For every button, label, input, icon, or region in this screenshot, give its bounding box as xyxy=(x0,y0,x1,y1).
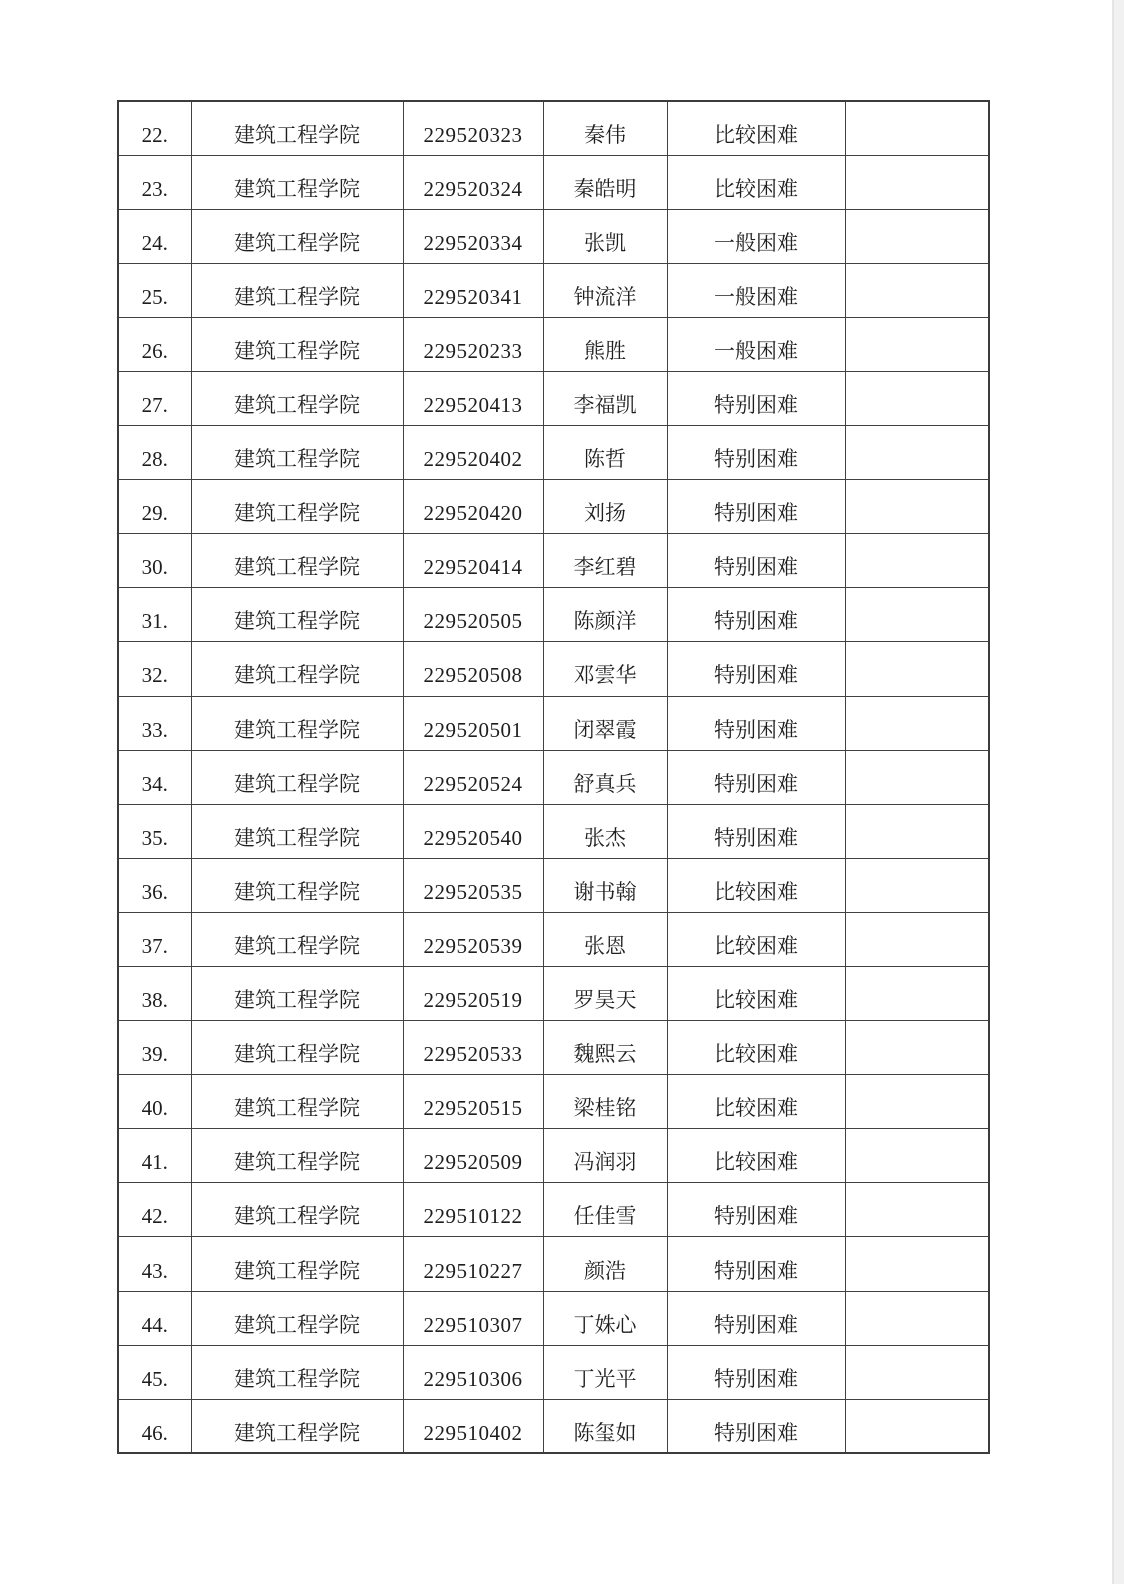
page-edge-shadow xyxy=(1112,0,1124,1584)
cell-student-name: 张恩 xyxy=(543,912,667,966)
cell-student-name: 邓雲华 xyxy=(543,642,667,696)
cell-remark xyxy=(845,1237,989,1291)
cell-college: 建筑工程学院 xyxy=(191,1075,403,1129)
table-row xyxy=(118,480,989,534)
cell-row-number: 25. xyxy=(118,263,191,317)
cell-remark xyxy=(845,804,989,858)
cell-remark xyxy=(845,1075,989,1129)
cell-remark xyxy=(845,642,989,696)
cell-remark xyxy=(845,588,989,642)
cell-student-name: 舒真兵 xyxy=(543,750,667,804)
cell-row-number: 28. xyxy=(118,426,191,480)
cell-difficulty-level: 一般困难 xyxy=(667,263,845,317)
cell-student-id: 229510122 xyxy=(403,1183,543,1237)
cell-difficulty-level: 特别困难 xyxy=(667,750,845,804)
cell-remark xyxy=(845,1129,989,1183)
cell-student-id: 229520519 xyxy=(403,967,543,1021)
cell-student-id: 229520540 xyxy=(403,804,543,858)
cell-row-number: 46. xyxy=(118,1399,191,1453)
cell-student-name: 李福凯 xyxy=(543,371,667,425)
cell-difficulty-level: 特别困难 xyxy=(667,1399,845,1453)
cell-student-name: 任佳雪 xyxy=(543,1183,667,1237)
cell-college: 建筑工程学院 xyxy=(191,209,403,263)
table-row xyxy=(118,1183,989,1237)
cell-difficulty-level: 比较困难 xyxy=(667,101,845,155)
cell-difficulty-level: 比较困难 xyxy=(667,912,845,966)
cell-difficulty-level: 比较困难 xyxy=(667,1075,845,1129)
cell-student-id: 229520505 xyxy=(403,588,543,642)
cell-row-number: 23. xyxy=(118,155,191,209)
cell-row-number: 22. xyxy=(118,101,191,155)
table-row xyxy=(118,1345,989,1399)
cell-row-number: 45. xyxy=(118,1345,191,1399)
cell-row-number: 26. xyxy=(118,317,191,371)
cell-difficulty-level: 特别困难 xyxy=(667,1237,845,1291)
cell-remark xyxy=(845,534,989,588)
cell-remark xyxy=(845,1345,989,1399)
cell-remark xyxy=(845,101,989,155)
cell-college: 建筑工程学院 xyxy=(191,912,403,966)
cell-remark xyxy=(845,426,989,480)
cell-difficulty-level: 比较困难 xyxy=(667,1021,845,1075)
cell-college: 建筑工程学院 xyxy=(191,750,403,804)
table-row xyxy=(118,1291,989,1345)
cell-row-number: 44. xyxy=(118,1291,191,1345)
cell-student-name: 李红碧 xyxy=(543,534,667,588)
cell-student-id: 229510227 xyxy=(403,1237,543,1291)
cell-row-number: 24. xyxy=(118,209,191,263)
cell-college: 建筑工程学院 xyxy=(191,588,403,642)
cell-remark xyxy=(845,155,989,209)
cell-college: 建筑工程学院 xyxy=(191,1021,403,1075)
cell-student-name: 颜浩 xyxy=(543,1237,667,1291)
cell-difficulty-level: 一般困难 xyxy=(667,209,845,263)
cell-student-id: 229520539 xyxy=(403,912,543,966)
cell-student-name: 秦皓明 xyxy=(543,155,667,209)
table-row xyxy=(118,209,989,263)
cell-college: 建筑工程学院 xyxy=(191,480,403,534)
cell-difficulty-level: 一般困难 xyxy=(667,317,845,371)
cell-student-id: 229520334 xyxy=(403,209,543,263)
student-aid-table xyxy=(117,100,990,1454)
table-row xyxy=(118,426,989,480)
cell-row-number: 38. xyxy=(118,967,191,1021)
cell-student-name: 刘扬 xyxy=(543,480,667,534)
cell-student-name: 罗昊天 xyxy=(543,967,667,1021)
cell-student-name: 闭翠霞 xyxy=(543,696,667,750)
cell-remark xyxy=(845,967,989,1021)
cell-remark xyxy=(845,912,989,966)
cell-college: 建筑工程学院 xyxy=(191,858,403,912)
cell-student-id: 229520420 xyxy=(403,480,543,534)
table-row xyxy=(118,912,989,966)
table-row xyxy=(118,1237,989,1291)
cell-remark xyxy=(845,858,989,912)
table-row xyxy=(118,155,989,209)
cell-difficulty-level: 比较困难 xyxy=(667,1129,845,1183)
cell-row-number: 41. xyxy=(118,1129,191,1183)
cell-college: 建筑工程学院 xyxy=(191,426,403,480)
cell-college: 建筑工程学院 xyxy=(191,696,403,750)
cell-student-id: 229520324 xyxy=(403,155,543,209)
cell-student-id: 229520341 xyxy=(403,263,543,317)
cell-student-id: 229520414 xyxy=(403,534,543,588)
cell-college: 建筑工程学院 xyxy=(191,967,403,1021)
cell-row-number: 29. xyxy=(118,480,191,534)
table-row xyxy=(118,1075,989,1129)
cell-college: 建筑工程学院 xyxy=(191,1291,403,1345)
cell-student-id: 229520501 xyxy=(403,696,543,750)
cell-student-name: 陈哲 xyxy=(543,426,667,480)
cell-row-number: 31. xyxy=(118,588,191,642)
cell-student-name: 张杰 xyxy=(543,804,667,858)
cell-row-number: 33. xyxy=(118,696,191,750)
cell-row-number: 40. xyxy=(118,1075,191,1129)
cell-college: 建筑工程学院 xyxy=(191,1129,403,1183)
cell-difficulty-level: 特别困难 xyxy=(667,1345,845,1399)
cell-difficulty-level: 特别困难 xyxy=(667,1291,845,1345)
table-row xyxy=(118,1399,989,1453)
cell-remark xyxy=(845,209,989,263)
cell-student-name: 丁光平 xyxy=(543,1345,667,1399)
cell-difficulty-level: 特别困难 xyxy=(667,534,845,588)
cell-student-name: 冯润羽 xyxy=(543,1129,667,1183)
cell-student-name: 张凯 xyxy=(543,209,667,263)
cell-college: 建筑工程学院 xyxy=(191,1345,403,1399)
cell-remark xyxy=(845,1021,989,1075)
cell-student-id: 229520509 xyxy=(403,1129,543,1183)
cell-college: 建筑工程学院 xyxy=(191,1399,403,1453)
cell-student-name: 陈玺如 xyxy=(543,1399,667,1453)
table-row xyxy=(118,642,989,696)
table-row xyxy=(118,263,989,317)
cell-college: 建筑工程学院 xyxy=(191,1237,403,1291)
table-row xyxy=(118,750,989,804)
cell-row-number: 27. xyxy=(118,371,191,425)
cell-remark xyxy=(845,1291,989,1345)
cell-remark xyxy=(845,750,989,804)
cell-remark xyxy=(845,263,989,317)
cell-student-name: 丁姝心 xyxy=(543,1291,667,1345)
cell-difficulty-level: 特别困难 xyxy=(667,588,845,642)
cell-remark xyxy=(845,480,989,534)
cell-difficulty-level: 特别困难 xyxy=(667,1183,845,1237)
cell-row-number: 35. xyxy=(118,804,191,858)
cell-college: 建筑工程学院 xyxy=(191,534,403,588)
cell-student-id: 229510307 xyxy=(403,1291,543,1345)
cell-difficulty-level: 比较困难 xyxy=(667,155,845,209)
cell-remark xyxy=(845,696,989,750)
table-row xyxy=(118,1129,989,1183)
cell-row-number: 32. xyxy=(118,642,191,696)
cell-student-name: 谢书翰 xyxy=(543,858,667,912)
cell-difficulty-level: 比较困难 xyxy=(667,858,845,912)
cell-student-name: 陈颜洋 xyxy=(543,588,667,642)
cell-student-id: 229510306 xyxy=(403,1345,543,1399)
cell-remark xyxy=(845,317,989,371)
cell-student-id: 229510402 xyxy=(403,1399,543,1453)
table-row xyxy=(118,696,989,750)
cell-college: 建筑工程学院 xyxy=(191,371,403,425)
cell-remark xyxy=(845,1183,989,1237)
cell-student-id: 229520515 xyxy=(403,1075,543,1129)
table-row xyxy=(118,1021,989,1075)
table-row xyxy=(118,534,989,588)
cell-difficulty-level: 特别困难 xyxy=(667,426,845,480)
cell-difficulty-level: 特别困难 xyxy=(667,642,845,696)
cell-difficulty-level: 特别困难 xyxy=(667,696,845,750)
table-row xyxy=(118,804,989,858)
cell-student-name: 秦伟 xyxy=(543,101,667,155)
table-row xyxy=(118,858,989,912)
table-row xyxy=(118,967,989,1021)
cell-row-number: 30. xyxy=(118,534,191,588)
cell-remark xyxy=(845,371,989,425)
cell-row-number: 34. xyxy=(118,750,191,804)
cell-row-number: 43. xyxy=(118,1237,191,1291)
cell-college: 建筑工程学院 xyxy=(191,1183,403,1237)
cell-student-name: 梁桂铭 xyxy=(543,1075,667,1129)
table-row xyxy=(118,371,989,425)
cell-student-id: 229520524 xyxy=(403,750,543,804)
cell-student-name: 熊胜 xyxy=(543,317,667,371)
cell-student-id: 229520233 xyxy=(403,317,543,371)
cell-row-number: 36. xyxy=(118,858,191,912)
student-table-body xyxy=(118,101,989,1453)
table-row xyxy=(118,101,989,155)
cell-remark xyxy=(845,1399,989,1453)
cell-difficulty-level: 比较困难 xyxy=(667,967,845,1021)
cell-difficulty-level: 特别困难 xyxy=(667,804,845,858)
cell-student-id: 229520413 xyxy=(403,371,543,425)
cell-college: 建筑工程学院 xyxy=(191,155,403,209)
cell-college: 建筑工程学院 xyxy=(191,317,403,371)
cell-row-number: 39. xyxy=(118,1021,191,1075)
table-row xyxy=(118,317,989,371)
cell-student-id: 229520508 xyxy=(403,642,543,696)
cell-row-number: 42. xyxy=(118,1183,191,1237)
cell-student-name: 钟流洋 xyxy=(543,263,667,317)
cell-difficulty-level: 特别困难 xyxy=(667,371,845,425)
cell-student-id: 229520535 xyxy=(403,858,543,912)
cell-student-id: 229520402 xyxy=(403,426,543,480)
cell-difficulty-level: 特别困难 xyxy=(667,480,845,534)
cell-college: 建筑工程学院 xyxy=(191,804,403,858)
cell-student-name: 魏熙云 xyxy=(543,1021,667,1075)
cell-college: 建筑工程学院 xyxy=(191,642,403,696)
table-row xyxy=(118,588,989,642)
cell-student-id: 229520533 xyxy=(403,1021,543,1075)
cell-college: 建筑工程学院 xyxy=(191,263,403,317)
cell-college: 建筑工程学院 xyxy=(191,101,403,155)
cell-student-id: 229520323 xyxy=(403,101,543,155)
cell-row-number: 37. xyxy=(118,912,191,966)
